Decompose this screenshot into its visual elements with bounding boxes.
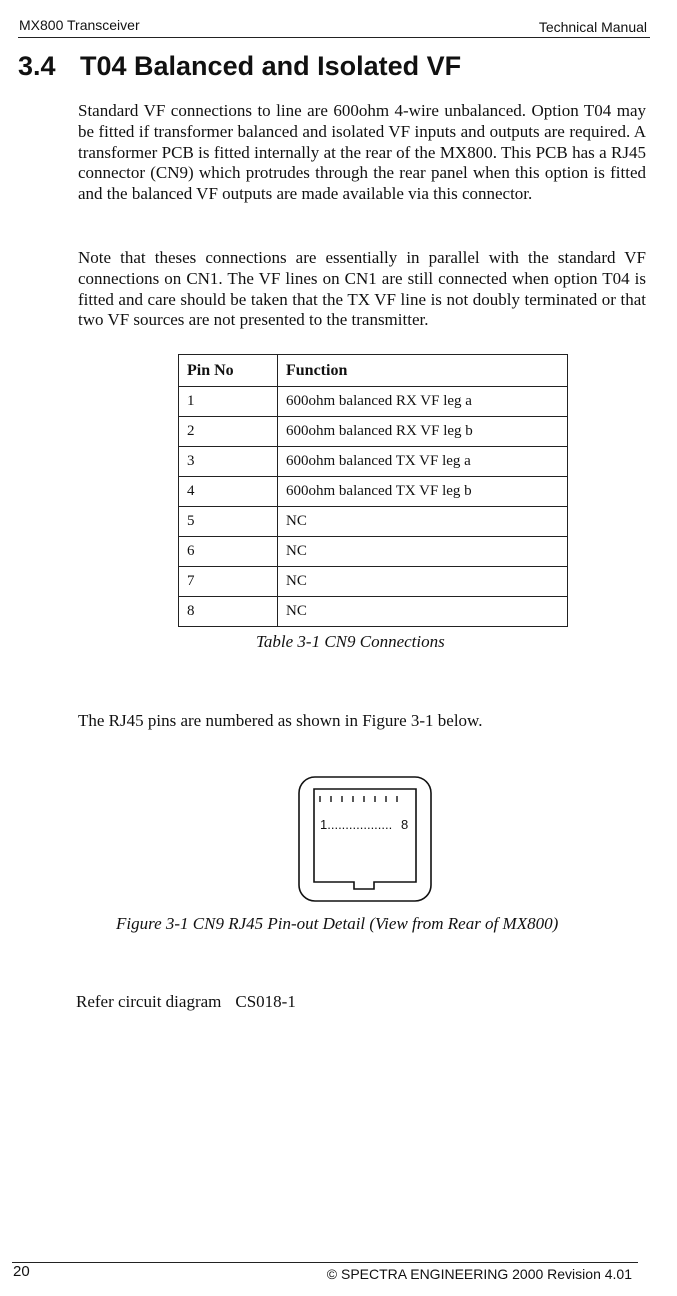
function-cell: 600ohm balanced RX VF leg a [278, 387, 568, 417]
pin-cell: 8 [179, 597, 278, 627]
table-row [179, 567, 568, 597]
pin-cell: 5 [179, 507, 278, 537]
circuit-reference [76, 992, 296, 1012]
section-title: T04 Balanced and Isolated VF [80, 51, 462, 81]
table-row [179, 387, 568, 417]
table-row [179, 597, 568, 627]
pin-1-label: 1.................. [320, 817, 393, 832]
pin-cell: 1 [179, 387, 278, 417]
refer-code: CS018-1 [235, 992, 296, 1011]
section-heading [18, 51, 461, 82]
figure-caption: Figure 3-1 CN9 RJ45 Pin-out Detail (View from Rear of MX800) [116, 914, 559, 933]
paragraph-note: Note that theses connections are essentially in parallel with the standard VF connections on CN1. The VF lines on CN1 are still connected when option T04 is fitted and care should be taken that the TX VF line is not doubly terminated or that two VF sources are not presented to the transmitter. [78, 248, 646, 330]
table-row [179, 417, 568, 447]
footer-copyright: © SPECTRA ENGINEERING 2000 Revision 4.01 [326, 1266, 632, 1282]
function-cell: NC [278, 507, 568, 537]
pin-8-label: 8 [401, 817, 409, 832]
pin-cell: 6 [179, 537, 278, 567]
page-number: 20 [13, 1263, 30, 1280]
function-cell: 600ohm balanced TX VF leg b [278, 477, 568, 507]
function-cell: NC [278, 567, 568, 597]
function-cell: 600ohm balanced TX VF leg a [278, 447, 568, 477]
column-header-pin: Pin No [179, 355, 278, 387]
column-header-function: Function [278, 355, 568, 387]
table-header-row [179, 355, 568, 387]
table-row [179, 537, 568, 567]
table-row [179, 477, 568, 507]
pin-cell: 2 [179, 417, 278, 447]
cn9-connections-table [178, 354, 568, 627]
table-row [179, 507, 568, 537]
table-caption: Table 3-1 CN9 Connections [256, 632, 445, 651]
section-number: 3.4 [18, 51, 56, 81]
header-divider [18, 37, 650, 38]
function-cell: NC [278, 597, 568, 627]
table-row [179, 447, 568, 477]
function-cell: NC [278, 537, 568, 567]
rj45-connector-figure [298, 776, 432, 902]
refer-label: Refer circuit diagram [76, 992, 222, 1011]
footer-divider [12, 1262, 638, 1263]
header-product: MX800 Transceiver [19, 17, 140, 33]
paragraph-intro: Standard VF connections to line are 600ohm 4-wire unbalanced. Option T04 may be fitted if transformer balanced and isolated VF inputs and outputs are required. A transformer PCB is fitted internally at the rear of the MX800. This PCB has a RJ45 connector (CN9) which protrudes through the rear panel when this option is fitted and the balanced VF outputs are made available via this connector. [78, 101, 646, 204]
pin-cell: 3 [179, 447, 278, 477]
pin-cell: 4 [179, 477, 278, 507]
function-cell: 600ohm balanced RX VF leg b [278, 417, 568, 447]
pins-note: The RJ45 pins are numbered as shown in Figure 3-1 below. [78, 711, 483, 730]
header-manual: Technical Manual [538, 19, 647, 35]
pin-cell: 7 [179, 567, 278, 597]
